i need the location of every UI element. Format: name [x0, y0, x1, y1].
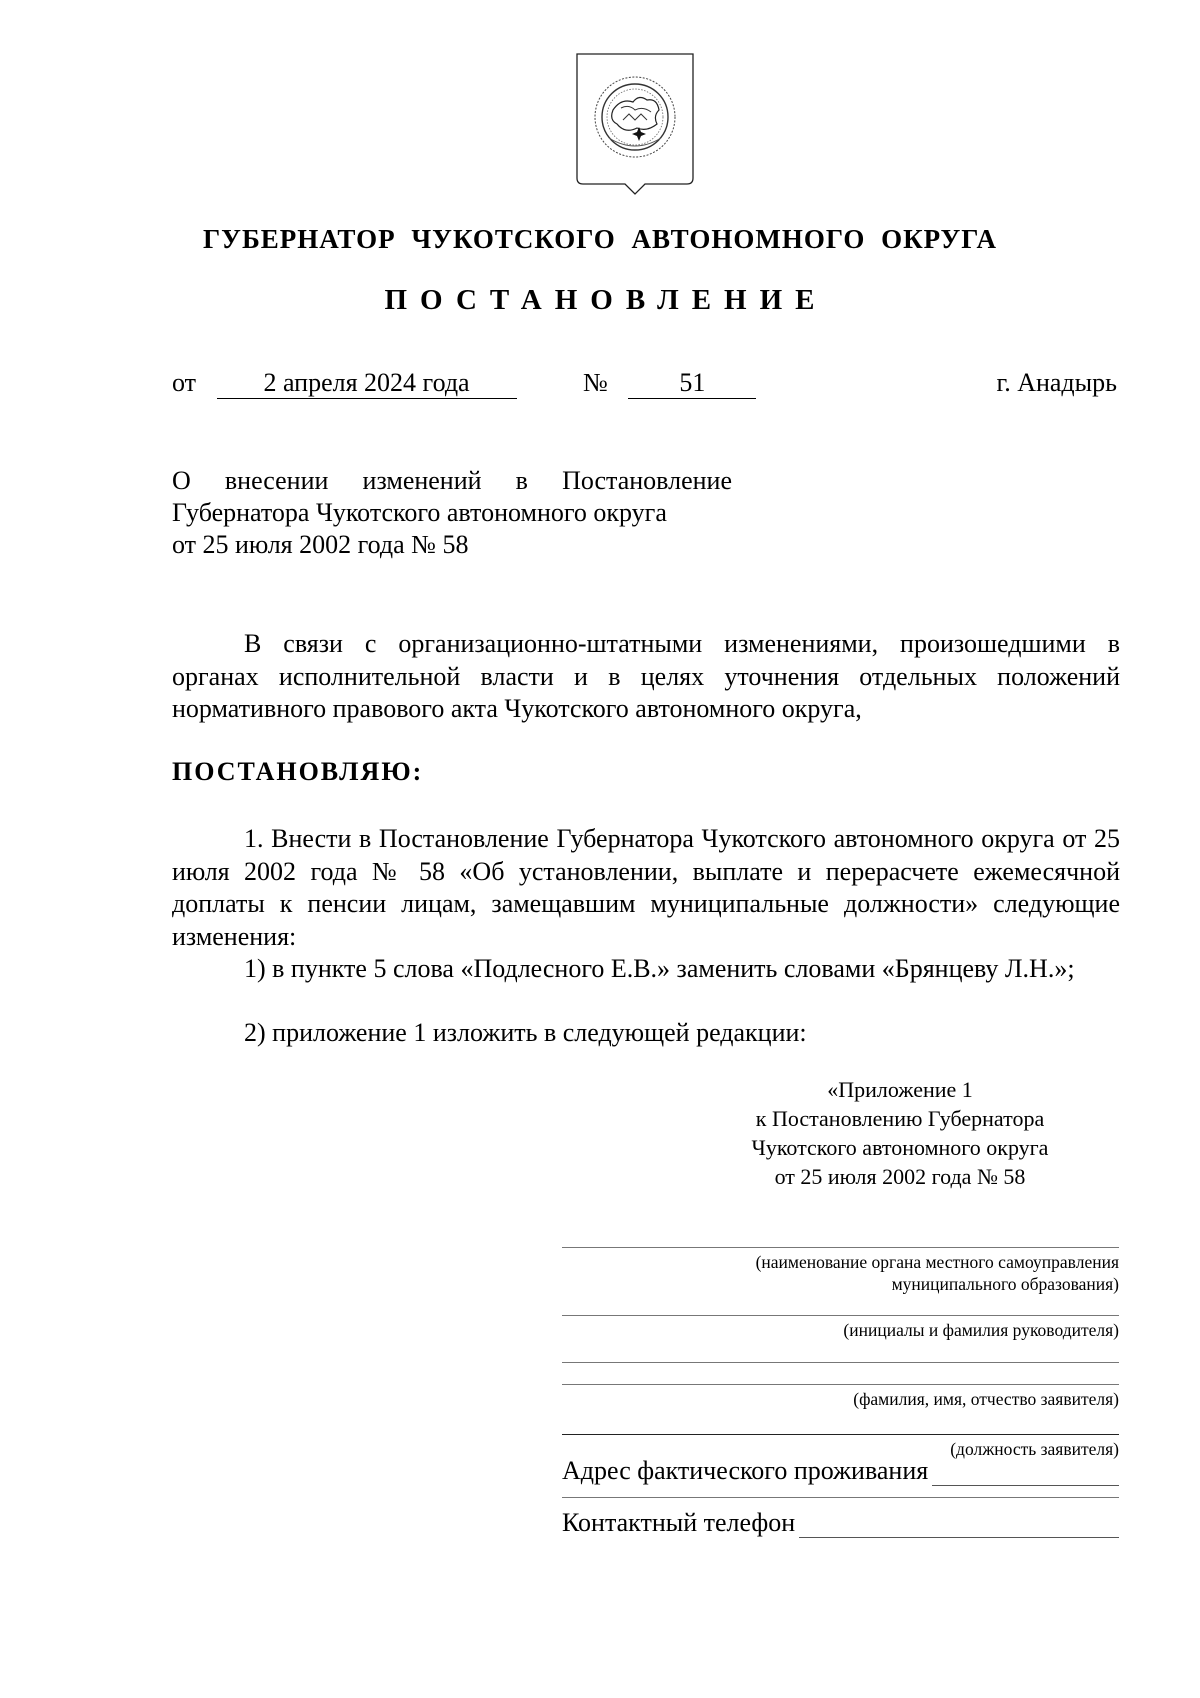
document-number: 51: [628, 368, 756, 399]
coat-of-arms-emblem: [573, 50, 697, 210]
appendix-line-1: «Приложение 1: [827, 1077, 973, 1102]
caption-position: (должность заявителя): [950, 1439, 1119, 1459]
preamble-paragraph: В связи с организационно-штатными изменениями, произошедшими в органах исполнительной власти и в целях уточнения отдельных положений нормативного правового акта Чукотского автономного округа,: [172, 629, 1120, 723]
appendix-line-4: от 25 июля 2002 года № 58: [774, 1164, 1026, 1189]
date-block: [172, 368, 517, 399]
appendix-line-2: к Постановлению Губернатора: [755, 1106, 1045, 1131]
address-extra-line: [562, 1497, 1119, 1498]
phone-fill-line: [799, 1515, 1119, 1538]
appendix-line-3: Чукотского автономного округа: [751, 1135, 1049, 1160]
date-prefix: от: [172, 368, 197, 397]
phone-label: Контактный телефон: [562, 1508, 796, 1537]
document-place: г. Анадырь: [996, 368, 1117, 397]
organization-title: ГУБЕРНАТОР ЧУКОТСКОГО АВТОНОМНОГО ОКРУГА: [202, 224, 998, 254]
org-name-line: [562, 1247, 1119, 1248]
caption-org-line-2: муниципального образования): [891, 1274, 1119, 1294]
document-type-title: ПОСТАНОВЛЕНИЕ: [384, 284, 828, 316]
caption-org: [756, 1251, 1119, 1295]
resolve-heading: ПОСТАНОВЛЯЮ:: [172, 757, 424, 786]
application-form-header: [562, 1247, 1119, 1547]
appendix-header: [700, 1075, 1100, 1191]
document-date: 2 апреля 2024 года: [217, 368, 517, 399]
subitem-1-paragraph: 1) в пункте 5 слова «Подлесного Е.В.» заменить словами «Брянцеву Л.Н.»;: [244, 954, 1075, 983]
address-fill-line: [932, 1463, 1119, 1486]
position-line: [562, 1434, 1119, 1435]
applicant-name-line-2: [562, 1384, 1119, 1385]
address-field: [562, 1456, 1119, 1486]
caption-head: (инициалы и фамилия руководителя): [843, 1320, 1119, 1340]
subitem-2-paragraph: 2) приложение 1 изложить в следующей редакции:: [244, 1018, 807, 1047]
subject-line-2: от 25 июля 2002 года № 58: [172, 530, 469, 559]
caption-org-line-1: (наименование органа местного самоуправления: [755, 1252, 1119, 1272]
phone-field: [562, 1508, 1119, 1538]
document-subject: [172, 465, 732, 561]
number-block: [583, 368, 756, 399]
caption-applicant: (фамилия, имя, отчество заявителя): [853, 1389, 1119, 1409]
number-prefix: №: [583, 368, 608, 397]
item-1-paragraph: 1. Внести в Постановление Губернатора Чукотского автономного округа от 25 июля 2002 года № 58 «Об установлении, выплате и перерасчете ежемесячной доплаты к пенсии лицам, замещавшим муниципальные должности» следующие изменения:: [172, 824, 1120, 951]
applicant-name-line-1: [562, 1362, 1119, 1363]
subject-line-1: О внесении изменений в Постановление Губернатора Чукотского автономного округа: [172, 466, 732, 527]
address-label: Адрес фактического проживания: [562, 1456, 929, 1485]
head-name-line: [562, 1315, 1119, 1316]
